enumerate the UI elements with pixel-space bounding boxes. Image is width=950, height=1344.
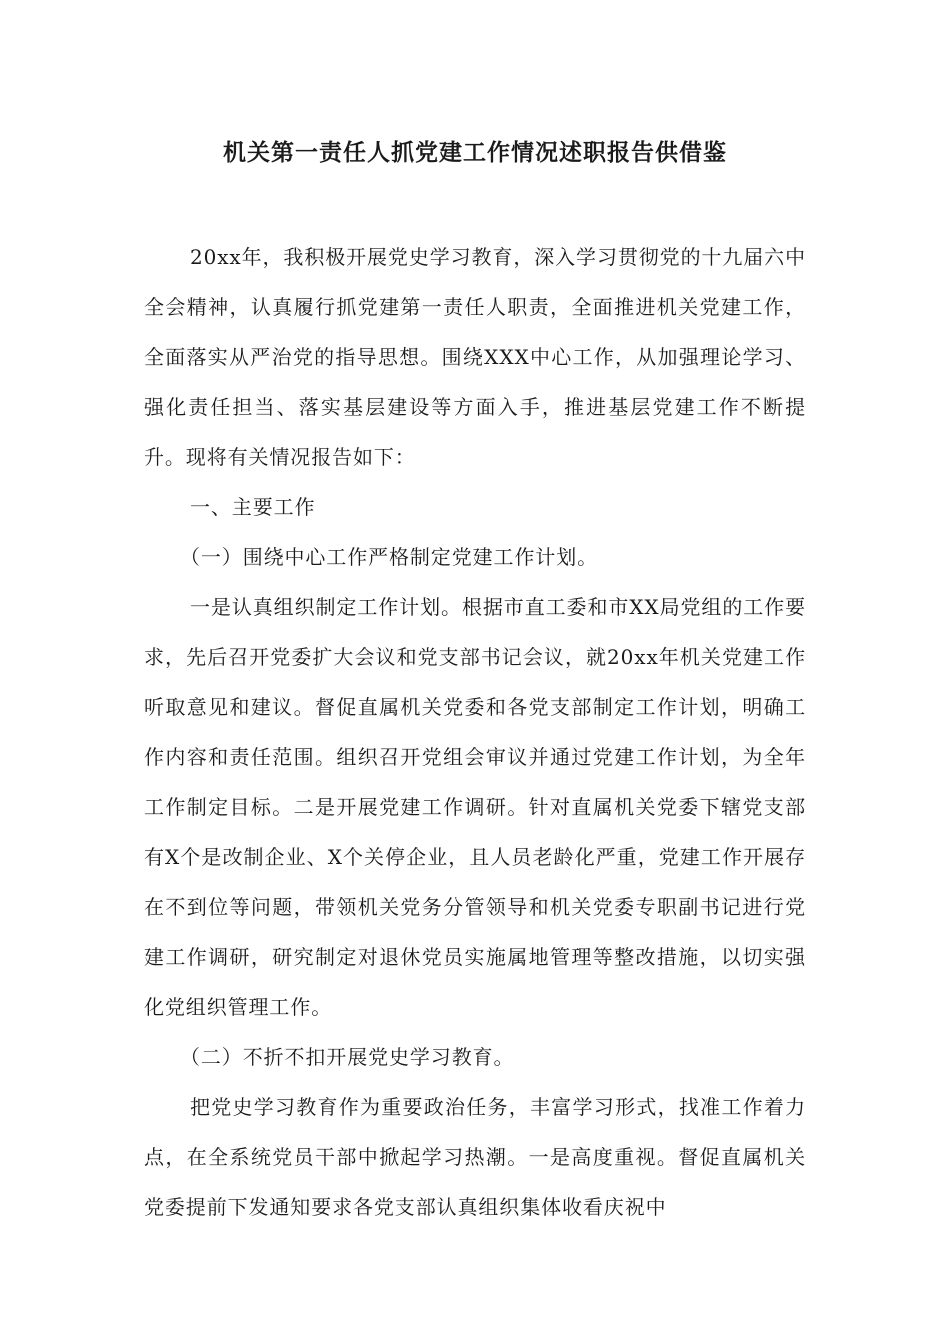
intro-paragraph: 20xx年，我积极开展党史学习教育，深入学习贯彻党的十九届六中全会精神，认真履行抓党建第一责任人职责，全面推进机关党建工作，全面落实从严治党的指导思想。围绕XXX中心工作，从加强理论学习、强化责任担当、落实基层建设等方面入手，推进基层党建工作不断提升。现将有关情况报告如下： [144, 245, 806, 469]
document-body [144, 232, 806, 1232]
subsection-heading-1: （一）围绕中心工作严格制定党建工作计划。 [180, 545, 598, 569]
document-title: 机关第一责任人抓党建工作情况述职报告供借鉴 [223, 140, 727, 166]
subsection-heading-2: （二）不折不扣开展党史学习教育。 [180, 1045, 515, 1069]
body-paragraph-2: 把党史学习教育作为重要政治任务，丰富学习形式，找准工作着力点，在全系统党员干部中掀起学习热潮。一是高度重视。督促直属机关党委提前下发通知要求各党支部认真组织集体收看庆祝中 [144, 1095, 806, 1219]
body-paragraph-1: 一是认真组织制定工作计划。根据市直工委和市XX局党组的工作要求，先后召开党委扩大会议和党支部书记会议，就20xx年机关党建工作听取意见和建议。督促直属机关党委和各党支部制定工作计划，明确工作内容和责任范围。组织召开党组会审议并通过党建工作计划，为全年工作制定目标。二是开展党建工作调研。针对直属机关党委下辖党支部有X个是改制企业、X个关停企业，且人员老龄化严重，党建工作开展存在不到位等问题，带领机关党务分管领导和机关党委专职副书记进行党建工作调研，研究制定对退休党员实施属地管理等整改措施，以切实强化党组织管理工作。 [144, 595, 806, 1019]
section-heading-main-work: 一、主要工作 [190, 495, 316, 519]
